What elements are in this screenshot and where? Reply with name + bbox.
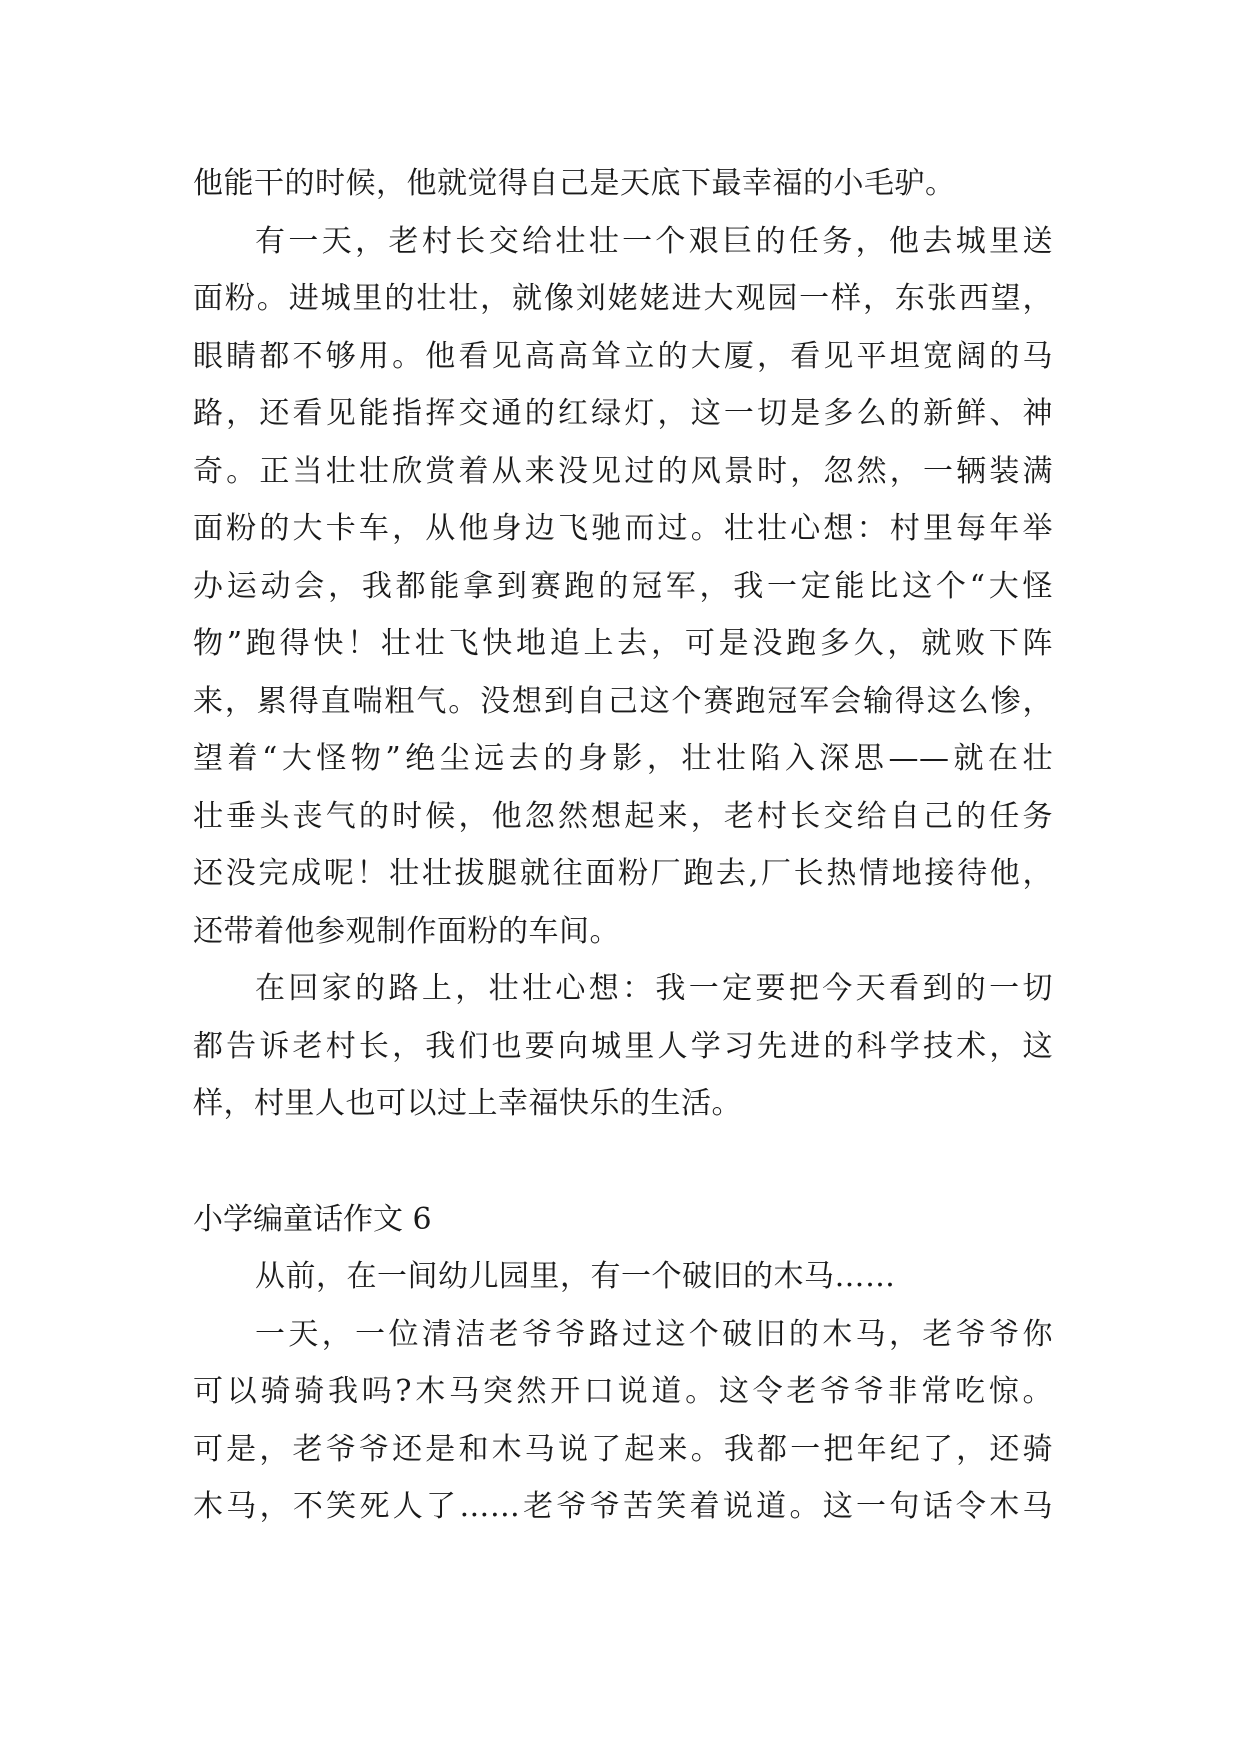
text-line: 办运动会，我都能拿到赛跑的冠军，我一定能比这个“大怪 — [193, 568, 1053, 604]
text-line: 路，还看见能指挥交通的红绿灯，这一切是多么的新鲜、神 — [193, 396, 1053, 431]
text-line: 还没完成呢！壮壮拔腿就往面粉厂跑去,厂长热情地接待他， — [193, 856, 1053, 891]
text-line: 壮垂头丧气的时候，他忽然想起来，老村长交给自己的任务 — [193, 798, 1053, 834]
document-page — [193, 155, 1053, 1536]
text-line: 有一天，老村长交给壮壮一个艰巨的任务，他去城里送 — [255, 223, 1053, 259]
text-line: 木马，不笑死人了……老爷爷苦笑着说道。这一句话令木马 — [193, 1489, 1053, 1524]
text-line: 他能干的时候，他就觉得自己是天底下最幸福的小毛驴。 — [193, 166, 956, 201]
text-line: 面粉的大卡车，从他身边飞驰而过。壮壮心想：村里每年举 — [193, 511, 1053, 546]
text-line: 一天，一位清洁老爷爷路过这个破旧的木马，老爷爷你 — [255, 1316, 1053, 1352]
text-line: 从前，在一间幼儿园里，有一个破旧的木马…… — [255, 1259, 896, 1294]
text-line: 奇。正当壮壮欣赏着从来没见过的风景时，忽然，一辆装满 — [193, 453, 1053, 489]
section-heading: 小学编童话作文 6 — [193, 1201, 432, 1237]
text-line: 面粉。进城里的壮壮，就像刘姥姥进大观园一样，东张西望， — [193, 281, 1053, 316]
text-line: 物”跑得快！壮壮飞快地追上去，可是没跑多久，就败下阵 — [193, 626, 1053, 661]
text-line: 眼睛都不够用。他看见高高耸立的大厦，看见平坦宽阔的马 — [193, 338, 1053, 374]
text-line: 在回家的路上，壮壮心想：我一定要把今天看到的一切 — [255, 971, 1053, 1006]
text-line: 来，累得直喘粗气。没想到自己这个赛跑冠军会输得这么惨， — [193, 683, 1053, 719]
text-line: 可是，老爷爷还是和木马说了起来。我都一把年纪了，还骑 — [193, 1431, 1053, 1467]
text-line: 样，村里人也可以过上幸福快乐的生活。 — [193, 1086, 742, 1121]
text-line: 还带着他参观制作面粉的车间。 — [193, 913, 620, 949]
text-line: 望着“大怪物”绝尘远去的身影，壮壮陷入深思——就在壮 — [193, 741, 1053, 776]
text-line: 可以骑骑我吗?木马突然开口说道。这令老爷爷非常吃惊。 — [193, 1374, 1053, 1409]
section-gap — [193, 1133, 1053, 1191]
text-line: 都告诉老村长，我们也要向城里人学习先进的科学技术，这 — [193, 1028, 1053, 1064]
